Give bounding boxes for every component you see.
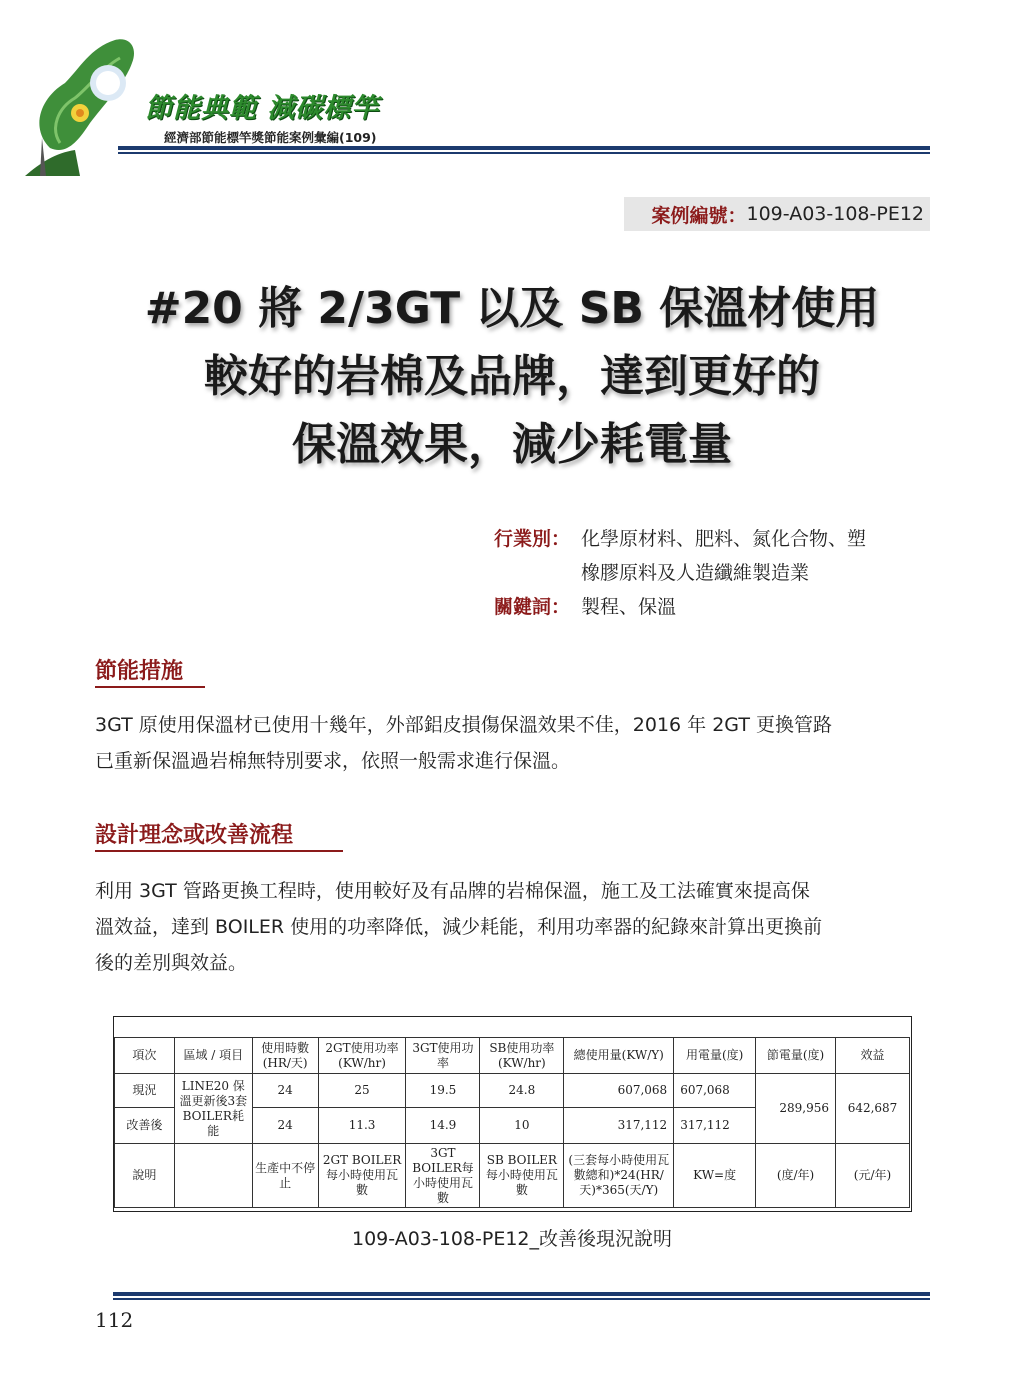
table-header: 3GT使用功率 bbox=[406, 1038, 480, 1074]
table-cell: 2GT BOILER每小時使用瓦數 bbox=[318, 1144, 406, 1208]
table-cell: 10 bbox=[480, 1108, 564, 1144]
title-line-1: #20 將 2/3GT 以及 SB 保溫材使用 bbox=[144, 283, 880, 334]
header-rule bbox=[118, 146, 930, 150]
table-cell: LINE20 保溫更新後3套BOILER耗能 bbox=[174, 1074, 252, 1144]
table-header: 區域 / 項目 bbox=[174, 1038, 252, 1074]
case-number-value: 109-A03-108-PE12 bbox=[746, 203, 924, 225]
section-heading-design: 設計理念或改善流程 bbox=[95, 823, 294, 848]
table-cell: 3GT BOILER每小時使用瓦數 bbox=[406, 1144, 480, 1208]
table-header: 效益 bbox=[836, 1038, 910, 1074]
table-header: 總使用量(KW/Y) bbox=[564, 1038, 674, 1074]
footer-rule-thin bbox=[113, 1298, 930, 1300]
table-cell-benefit: 642,687 bbox=[836, 1074, 910, 1144]
industry-line-1: 化學原材料、肥料、氮化合物、塑 bbox=[581, 528, 867, 550]
table-header: 用電量(度) bbox=[674, 1038, 756, 1074]
keywords-value: 製程、保溫 bbox=[581, 596, 677, 618]
table-cell: 25 bbox=[318, 1074, 406, 1108]
table-row-notes bbox=[115, 1144, 910, 1208]
table-cell: 24.8 bbox=[480, 1074, 564, 1108]
table-cell: KW=度 bbox=[674, 1144, 756, 1208]
design-line-3: 後的差別與效益。 bbox=[95, 952, 248, 974]
table-cell: 317,112 bbox=[564, 1108, 674, 1144]
table-cell: 24 bbox=[252, 1074, 318, 1108]
table-cell bbox=[174, 1144, 252, 1208]
table-cell: 現況 bbox=[115, 1074, 175, 1108]
table-header: 使用時數(HR/天) bbox=[252, 1038, 318, 1074]
table-cell: 11.3 bbox=[318, 1108, 406, 1144]
table-cell: 說明 bbox=[115, 1144, 175, 1208]
table-cell: (三套每小時使用瓦數總和)*24(HR/天)*365(天/Y) bbox=[564, 1144, 674, 1208]
industry-line-2: 橡膠原料及人造纖維製造業 bbox=[581, 562, 810, 584]
measure-line-2: 已重新保溫過岩棉無特別要求，依照一般需求進行保溫。 bbox=[95, 750, 571, 772]
table-cell-saving: 289,956 bbox=[756, 1074, 836, 1144]
table-cell: SB BOILER每小時使用瓦數 bbox=[480, 1144, 564, 1208]
table-row bbox=[115, 1074, 910, 1108]
table-cell: 19.5 bbox=[406, 1074, 480, 1108]
design-line-2: 溫效益，達到 BOILER 使用的功率降低，減少耗能，利用功率器的紀錄來計算出更換前 bbox=[95, 916, 823, 938]
title-line-2: 較好的岩棉及品牌，達到更好的 bbox=[204, 351, 820, 402]
industry-label: 行業別： bbox=[494, 528, 571, 550]
page-number: 112 bbox=[95, 1308, 134, 1332]
table-cell: 24 bbox=[252, 1108, 318, 1144]
case-number-box bbox=[624, 197, 930, 231]
section-heading-measure: 節能措施 bbox=[95, 659, 184, 684]
table-cell: 14.9 bbox=[406, 1108, 480, 1144]
table-header: 項次 bbox=[115, 1038, 175, 1074]
table-cell: 607,068 bbox=[674, 1074, 756, 1108]
table-cell: (元/年) bbox=[836, 1144, 910, 1208]
slogan: 節能典範 減碳標竿 bbox=[145, 93, 380, 124]
header-rule-thin bbox=[118, 152, 930, 154]
award-logo bbox=[20, 28, 160, 178]
publication-subtitle: 經濟部節能標竿獎節能案例彙編(109) bbox=[164, 130, 377, 145]
table-caption: 109-A03-108-PE12_改善後現況說明 bbox=[352, 1228, 672, 1250]
section-underline bbox=[95, 686, 205, 688]
design-line-1: 利用 3GT 管路更換工程時，使用較好及有品牌的岩棉保溫，施工及工法確實來提高保 bbox=[95, 880, 810, 902]
case-title bbox=[60, 275, 964, 479]
section-underline bbox=[95, 850, 343, 852]
table-header: SB使用功率(KW/hr) bbox=[480, 1038, 564, 1074]
table-cell: 改善後 bbox=[115, 1108, 175, 1144]
title-line-3: 保溫效果，減少耗電量 bbox=[292, 419, 732, 470]
measure-line-1: 3GT 原使用保溫材已使用十幾年，外部鋁皮損傷保溫效果不佳，2016 年 2GT 更換管路 bbox=[95, 714, 832, 736]
table-header-row bbox=[115, 1038, 910, 1074]
table-cell: (度/年) bbox=[756, 1144, 836, 1208]
energy-data-table bbox=[114, 1037, 910, 1208]
footer-rule bbox=[113, 1292, 930, 1296]
table-cell: 生產中不停止 bbox=[252, 1144, 318, 1208]
table-cell: 317,112 bbox=[674, 1108, 756, 1144]
table-cell: 607,068 bbox=[564, 1074, 674, 1108]
case-number-label: 案例編號： bbox=[651, 204, 747, 227]
table-header: 2GT使用功率(KW/hr) bbox=[318, 1038, 406, 1074]
keywords-label: 關鍵詞： bbox=[494, 596, 571, 618]
table-header: 節電量(度) bbox=[756, 1038, 836, 1074]
data-table-frame bbox=[113, 1016, 912, 1212]
